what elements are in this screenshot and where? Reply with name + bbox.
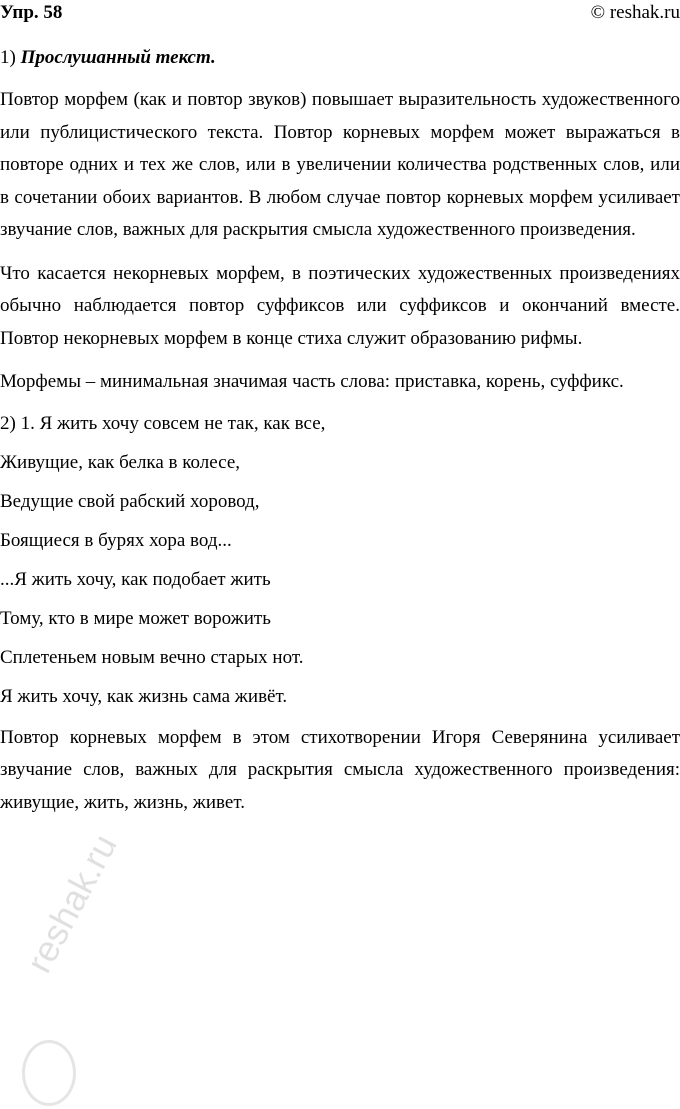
- poem-line: Сплетеньем новым вечно старых нот.: [0, 646, 304, 668]
- poem: [0, 410, 680, 711]
- poem-line: ...Я жить хочу, как подобает жить: [0, 568, 271, 590]
- poem-line: Я жить хочу, как жизнь сама живёт.: [0, 685, 288, 707]
- conclusion-paragraph: Повтор корневых морфем в этом стихотворении Игоря Северянина усиливает звучание слов, важных для раскрытия смысла художественного произведения: живущие, жить, жизнь, живет.: [0, 726, 680, 813]
- document-body: [0, 44, 680, 830]
- poem-line: 2) 1. Я жить хочу совсем не так, как все,: [0, 412, 326, 434]
- section-number: 1): [0, 47, 21, 68]
- watermark: reshak.ru: [18, 827, 125, 980]
- paragraph: Морфемы – минимальная значимая часть слова: приставка, корень, суффикс.: [0, 371, 624, 392]
- poem-line: Живущие, как белка в колесе,: [0, 451, 241, 473]
- paragraph: Что касается некорневых морфем, в поэтических художественных произведениях обычно наблюдается повтор суффиксов или суффиксов и окончаний вместе. Повтор некорневых морфем в конце стиха служит образованию рифмы.: [0, 262, 680, 349]
- poem-line: Боящиеся в бурях хора вод...: [0, 529, 232, 551]
- section-title: Прослушанный текст.: [20, 47, 216, 68]
- paragraph: Повтор морфем (как и повтор звуков) повышает выразительность художественного или публицистического текста. Повтор корневых морфем может выражаться в повторе одних и тех же слов, или в увеличении количества родственных слов, или в сочетании обоих вариантов. В любом случае повтор корневых морфем усиливает звучание слов, важных для раскрытия смысла художественного произведения.: [0, 89, 680, 240]
- watermark-copyright-icon: [22, 1040, 76, 1106]
- poem-line: Ведущие свой рабский хоровод,: [0, 490, 260, 512]
- poem-line: Тому, кто в мире может ворожить: [0, 607, 271, 629]
- copyright-label: © reshak.ru: [590, 2, 680, 23]
- section-1-heading: [0, 44, 680, 72]
- exercise-title: Упр. 58: [0, 2, 63, 23]
- page-header: [0, 0, 680, 30]
